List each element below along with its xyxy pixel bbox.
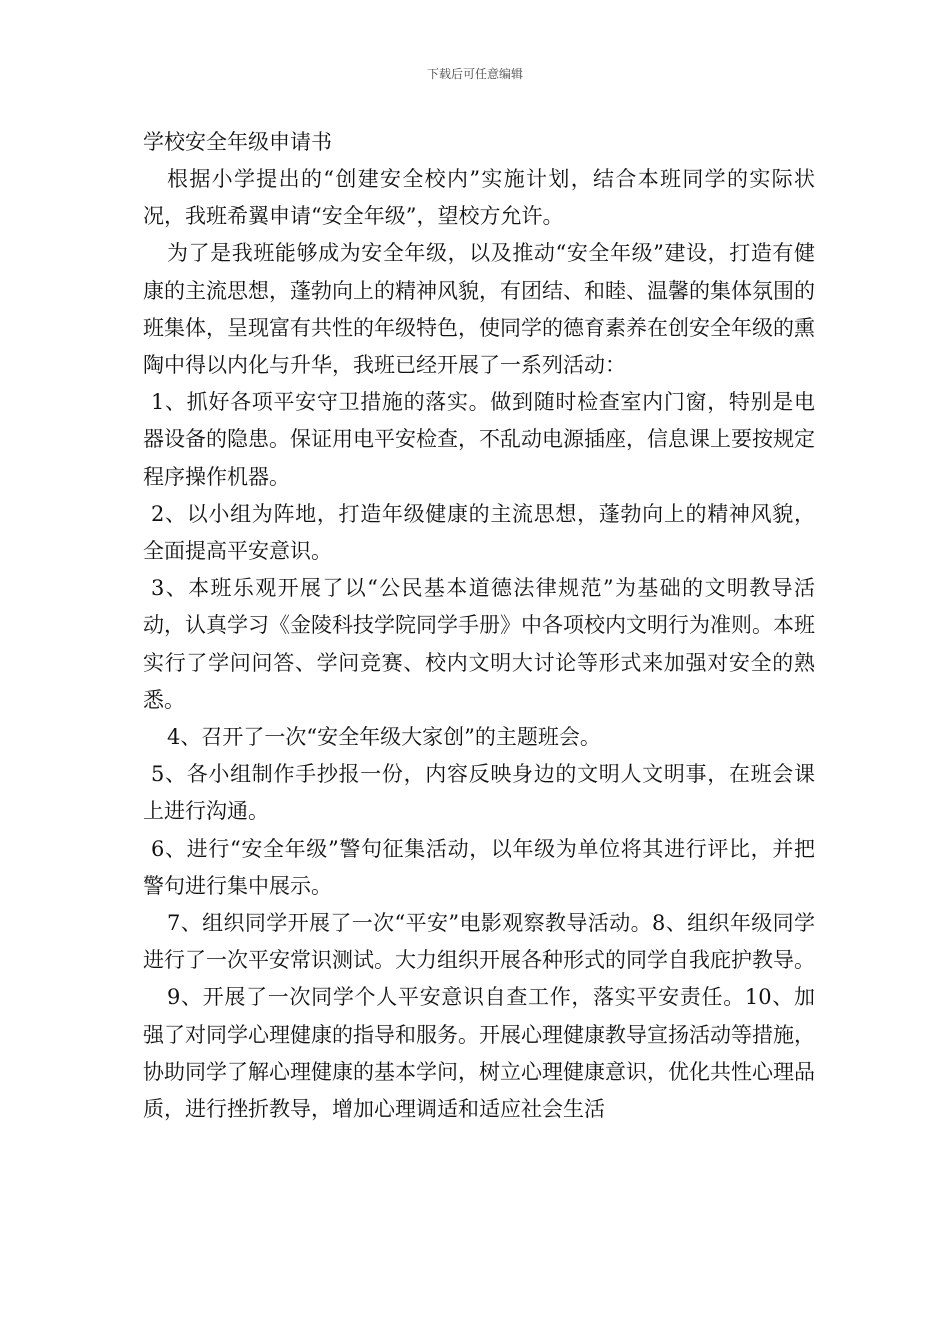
list-item-9-10: 9、开展了一次同学个人平安意识自查工作，落实平安责任。10、加强了对同学心理健康的指导和服务。开展心理健康教导宣扬活动等措施，协助同学了解心理健康的基本学问，树立心理健康意识，优化共性心理品质，进行挫折教导，增加心理调适和适应社会生活 — [143, 985, 815, 1122]
paragraph-activities-intro: 为了是我班能够成为安全年级，以及推动“安全年级”建设，打造有健康的主流思想，蓬勃向上的精神风貌，有团结、和睦、温馨的集体氛围的班集体，呈现富有共性的年级特色，使同学的德育素养在创安全年级的熏陶中得以内化与升华，我班已经开展了一系列活动： — [143, 241, 815, 378]
list-item-3: 3、本班乐观开展了以“公民基本道德法律规范”为基础的文明教导活动，认真学习《金陵科技学院同学手册》中各项校内文明行为准则。本班实行了学问问答、学问竞赛、校内文明大讨论等形式来加强对安全的熟悉。 — [143, 576, 815, 712]
list-item-1: 1、抓好各项平安守卫措施的落实。做到随时检查室内门窗，特别是电器设备的隐患。保证用电平安检查，不乱动电源插座，信息课上要按规定程序操作机器。 — [143, 390, 815, 489]
document-title: 学校安全年级申请书 — [143, 130, 332, 154]
page-header-note: 下载后可任意编辑 — [426, 67, 523, 81]
list-item-2: 2、以小组为阵地，打造年级健康的主流思想，蓬勃向上的精神风貌，全面提高平安意识。 — [143, 501, 815, 564]
list-item-7-8: 7、组织同学开展了一次“平安”电影观察教导活动。8、组织年级同学进行了一次平安常识测试。大力组织开展各种形式的同学自我庇护教导。 — [143, 911, 815, 973]
paragraph-intro: 根据小学提出的“创建安全校内”实施计划，结合本班同学的实际状况，我班希翼申请“安全年级”，望校方允许。 — [143, 167, 815, 229]
list-item-5: 5、各小组制作手抄报一份，内容反映身边的文明人文明事，在班会课上进行沟通。 — [143, 762, 815, 824]
list-item-6: 6、进行“安全年级”警句征集活动，以年级为单位将其进行评比，并把警句进行集中展示。 — [143, 836, 815, 898]
list-item-4: 4、召开了一次“安全年级大家创”的主题班会。 — [167, 725, 601, 750]
document-body — [143, 124, 815, 1128]
